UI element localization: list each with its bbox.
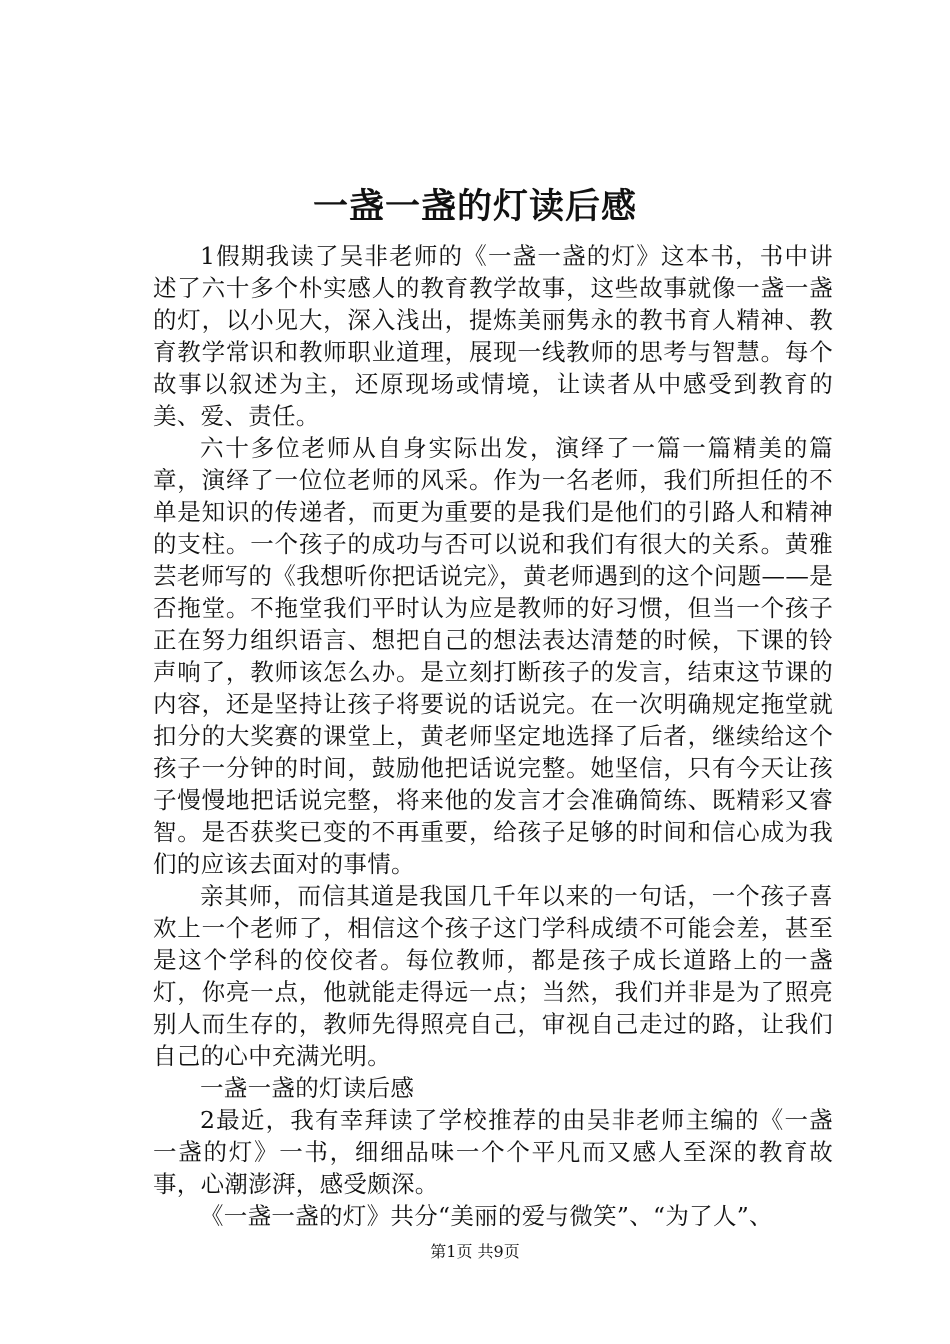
document-title: 一盏一盏的灯读后感 (312, 186, 637, 227)
paragraph-1: 1假期我读了吴非老师的《一盏一盏的灯》这本书，书中讲述了六十多个朴实感人的教育教学故事，这些故事就像一盏一盏的灯，以小见大，深入浅出，提炼美丽隽永的教书育人精神、教育教学常识和教师职业道理，展现一线教师的思考与智慧。每个故事以叙述为主，还原现场或情境，让读者从中感受到教育的美、爱、责任。 (153, 242, 833, 430)
paragraph-2: 六十多位老师从自身实际出发，演绎了一篇一篇精美的篇章，演绎了一位位老师的风采。作为一名老师，我们所担任的不单是知识的传递者，而更为重要的是我们是他们的引路人和精神的支柱。一个孩子的成功与否可以说和我们有很大的关系。黄雅芸老师写的《我想听你把话说完》，黄老师遇到的这个问题——是否拖堂。不拖堂我们平时认为应是教师的好习惯，但当一个孩子正在努力组织语言、想把自己的想法表达清楚的时候，下课的铃声响了，教师该怎么办。是立刻打断孩子的发言，结束这节课的内容，还是坚持让孩子将要说的话说完。在一次明确规定拖堂就扣分的大奖赛的课堂上，黄老师坚定地选择了后者，继续给这个孩子一分钟的时间，鼓励他把话说完整。她坚信，只有今天让孩子慢慢地把话说完整，将来他的发言才会准确简练、既精彩又睿智。是否获奖已变的不再重要，给孩子足够的时间和信心成为我们的应该去面对的事情。 (153, 434, 833, 878)
section-heading: 一盏一盏的灯读后感 (200, 1074, 415, 1102)
paragraph-3: 亲其师，而信其道是我国几千年以来的一句话，一个孩子喜欢上一个老师了，相信这个孩子这门学科成绩不可能会差，甚至是这个学科的佼佼者。每位教师，都是孩子成长道路上的一盏灯，你亮一点，他就能走得远一点；当然，我们并非是为了照亮别人而生存的，教师先得照亮自己，审视自己走过的路，让我们自己的心中充满光明。 (153, 882, 833, 1070)
page-number-footer: 第1页 共9页 (430, 1242, 520, 1261)
document-body (153, 240, 833, 1232)
paragraph-5: 《一盏一盏的灯》共分“美丽的爱与微笑”、“为了人”、 (200, 1202, 773, 1230)
paragraph-4: 2最近，我有幸拜读了学校推荐的由吴非老师主编的《一盏一盏的灯》一书，细细品味一个个平凡而又感人至深的教育故事，心潮澎湃，感受颇深。 (153, 1106, 833, 1198)
